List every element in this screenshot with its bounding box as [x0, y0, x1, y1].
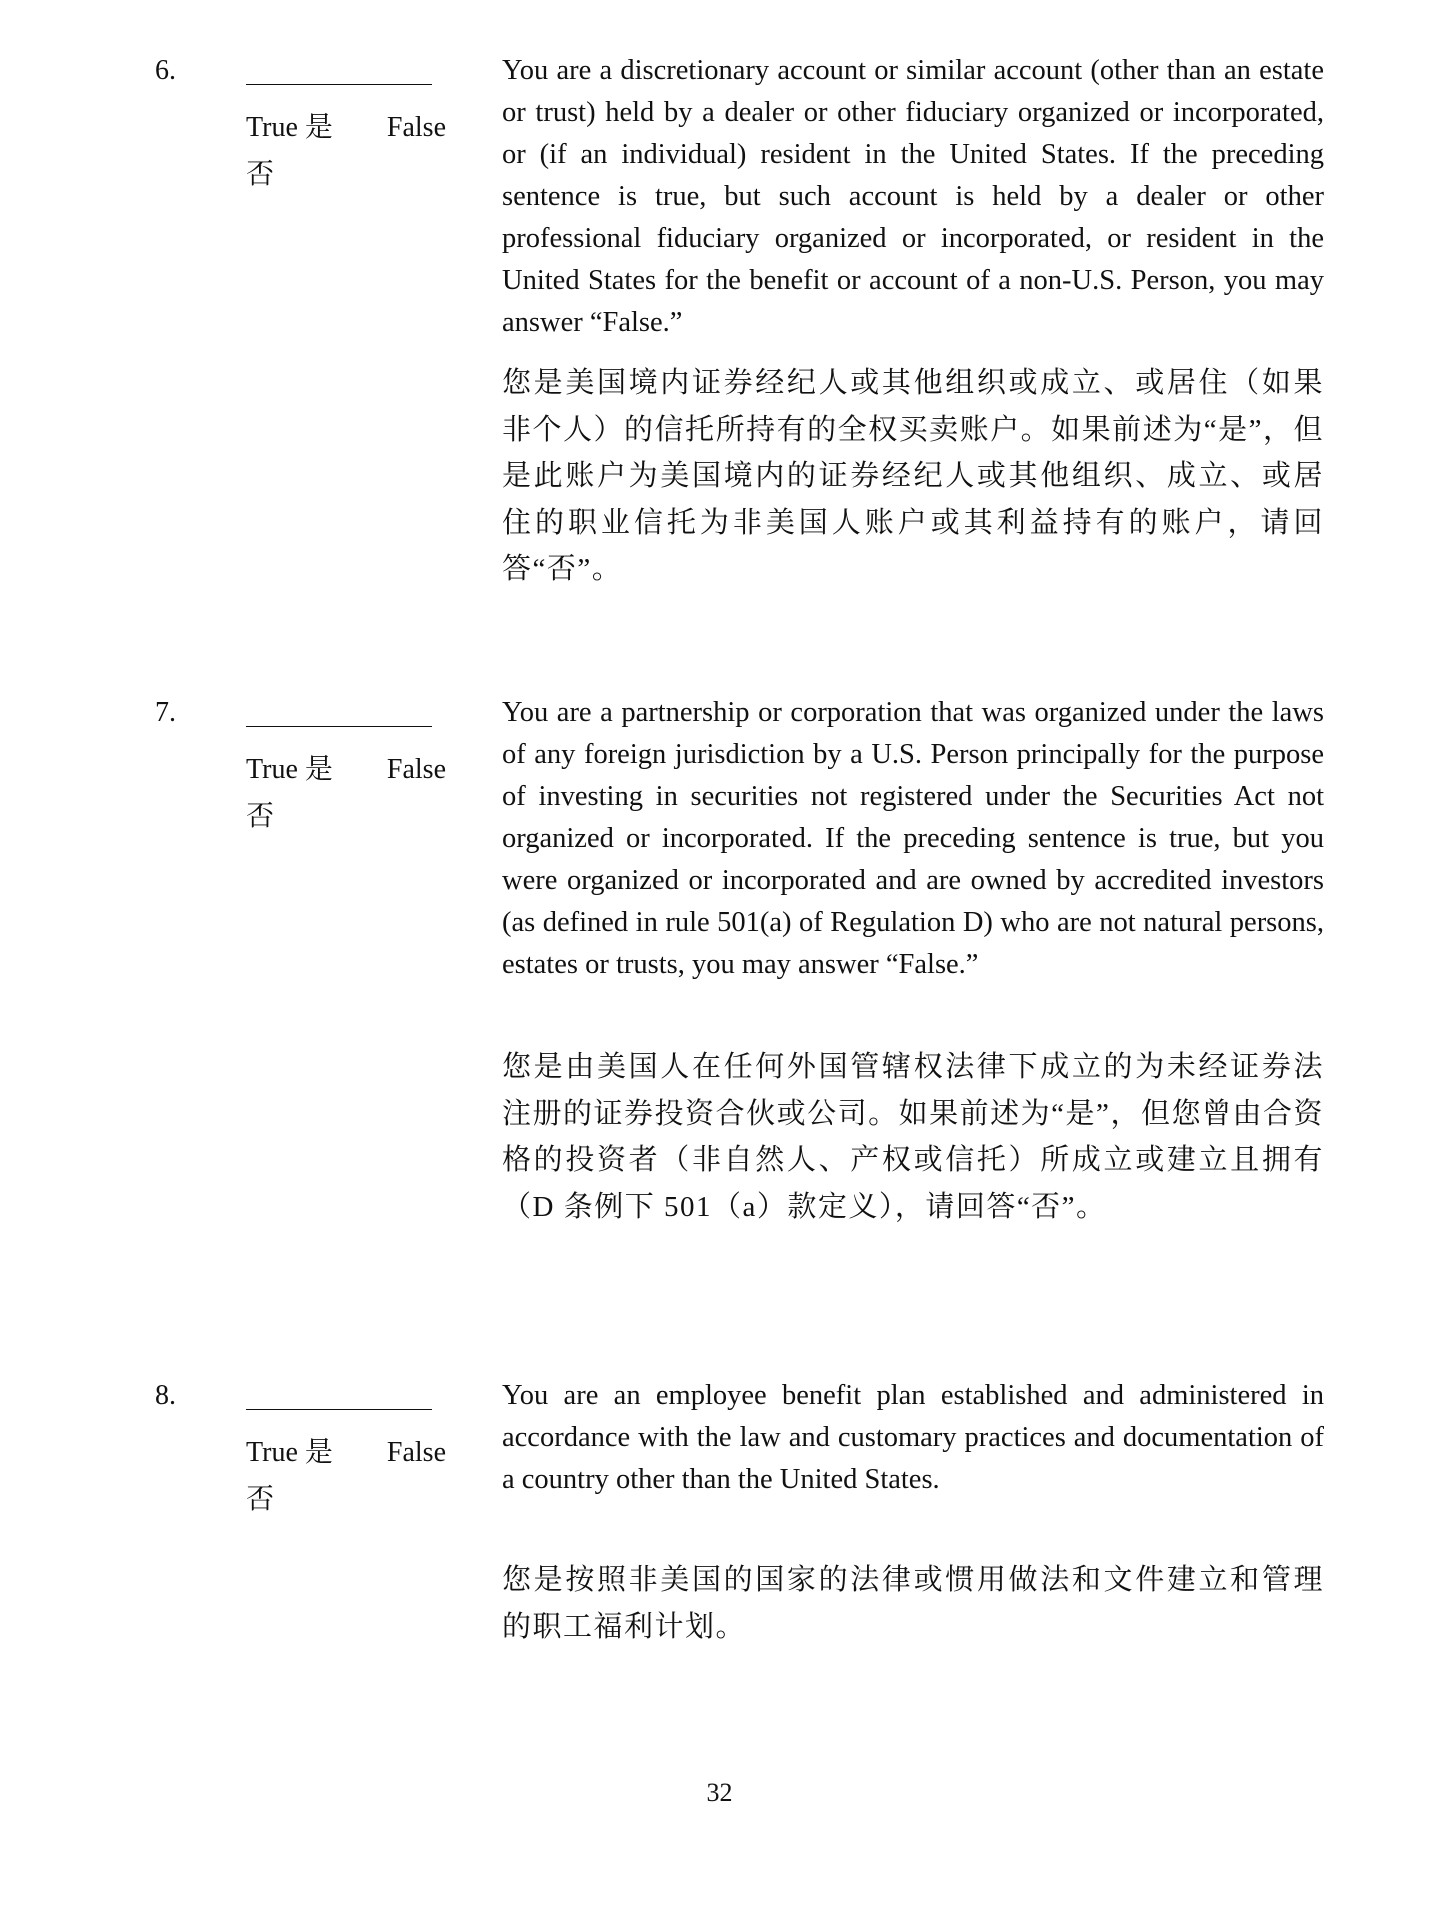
true-false-options [246, 1429, 446, 1523]
no-option[interactable]: 否 [246, 1484, 275, 1515]
true-option[interactable]: True 是 [246, 112, 333, 143]
chinese-text: 您是按照非美国的国家的法律或惯用做法和文件建立和管理的职工福利计划。 [502, 1564, 1324, 1643]
true-false-options [246, 104, 446, 198]
true-option[interactable]: True 是 [246, 754, 333, 785]
chinese-text: 您是由美国人在任何外国管辖权法律下成立的为未经证券法注册的证券投资合伙或公司。如果前述为“是”，但您曾由合资格的投资者（非自然人、产权或信托）所成立或建立且拥有（D 条例下 501（a）款定义），请回答“否”。 [502, 1051, 1324, 1223]
answer-blank[interactable] [246, 1409, 432, 1410]
item-number: 8. [155, 1380, 176, 1411]
false-option[interactable]: False [386, 1437, 446, 1468]
english-text: You are a discretionary account or similar account (other than an estate or trust) held by a dealer or other fiduciary organized or incorporated, or (if an individual) resident in the United States. If the preceding sentence is true, but such account is held by a dealer or other professional fiduciary organized or incorporated, or resident in the United States for the benefit or account of a non-U.S. Person, you may answer “False.” [502, 55, 1324, 338]
chinese-text: 您是美国境内证券经纪人或其他组织或成立、或居住（如果非个人）的信托所持有的全权买卖账户。如果前述为“是”，但是此账户为美国境内的证券经纪人或其他组织、成立、或居住的职业信托为非美国人账户或其利益持有的账户，请回答“否”。 [502, 367, 1324, 585]
item-number: 6. [155, 55, 176, 86]
false-option[interactable]: False [386, 112, 446, 143]
english-text: You are a partnership or corporation that was organized under the laws of any foreign jurisdiction by a U.S. Person principally for the purpose of investing in securities not registered under the Securities Act not organized or incorporated. If the preceding sentence is true, but you were organized or incorporated and are owned by accredited investors (as defined in rule 501(a) of Regulation D) who are not natural persons, estates or trusts, you may answer “False.” [502, 697, 1324, 980]
english-text: You are an employee benefit plan established and administered in accordance with the law and customary practices and documentation of a country other than the United States. [502, 1380, 1324, 1495]
true-false-options [246, 746, 446, 840]
true-option[interactable]: True 是 [246, 1437, 333, 1468]
item-number: 7. [155, 697, 176, 728]
answer-blank[interactable] [246, 84, 432, 85]
page-number: 32 [706, 1778, 733, 1807]
false-option[interactable]: False [386, 754, 446, 785]
no-option[interactable]: 否 [246, 801, 275, 832]
answer-blank[interactable] [246, 726, 432, 727]
no-option[interactable]: 否 [246, 159, 275, 190]
